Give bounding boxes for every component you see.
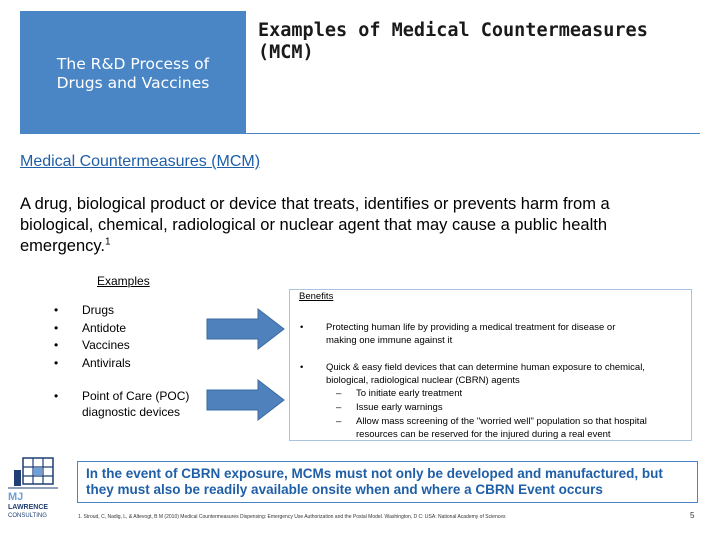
title-divider xyxy=(20,133,700,134)
definition-text: A drug, biological product or device that treats, identifies or prevents harm from a biological, chemical, radiological or nuclear agent that may cause a public health emergency. xyxy=(20,195,610,255)
logo-line2: LAWRENCE xyxy=(8,504,49,511)
cbrn-callout xyxy=(77,461,698,503)
mcm-heading: Medical Countermeasures (MCM) xyxy=(20,153,261,170)
bullet: • xyxy=(54,355,59,370)
title-panel xyxy=(20,11,246,133)
example-antivirals: Antivirals xyxy=(82,355,131,370)
dash: – xyxy=(336,388,342,399)
benefit-protect-life: Protecting human life by providing a medical treatment for disease or making one immune against it xyxy=(326,322,616,346)
benefits-panel xyxy=(289,289,692,441)
logo-line3: CONSULTING xyxy=(8,513,47,519)
benefit-field-devices: Quick & easy field devices that can determine human exposure to chemical, biological, radiological nuclear (CBRN) agents xyxy=(326,362,645,386)
example-poc-devices: Point of Care (POC) diagnostic devices xyxy=(82,389,190,419)
bullet: • xyxy=(54,320,59,335)
mcm-definition xyxy=(20,194,680,257)
footnote-citation: 1. Stroud, C, Nadig, L, & Altevogt, B M (2010) Medical Countermeasures Dispensing: Emergency Use Authorization and the Postal Model. Washington, D C: USA: National Academy of Sciences xyxy=(78,514,506,520)
sub-benefit-warnings: Issue early warnings xyxy=(356,402,443,413)
company-logo xyxy=(6,456,66,522)
benefits-heading: Benefits xyxy=(299,291,334,302)
page-number: 5 xyxy=(690,511,695,520)
example-drugs: Drugs xyxy=(82,303,115,317)
slide-title: Examples of Medical Countermeasures (MCM) xyxy=(258,20,648,63)
footnote-reference: 1 xyxy=(104,236,111,248)
callout-text: In the event of CBRN exposure, MCMs must not only be developed and manufactured, but they must also be readily available onsite when and where a CBRN Event occurs xyxy=(86,466,663,497)
bullet: • xyxy=(54,389,59,403)
bullet: • xyxy=(300,322,304,333)
example-vaccines: Vaccines xyxy=(82,338,130,352)
sub-benefit-screening: Allow mass screening of the "worried well" population so that hospital resources can be reserved for the injured during a real event xyxy=(356,416,647,440)
dash: – xyxy=(336,416,342,427)
logo-line1: MJ xyxy=(8,491,24,503)
right-arrow-icon xyxy=(206,378,286,422)
example-antidote: Antidote xyxy=(82,320,127,335)
bullet: • xyxy=(300,362,304,373)
bullet: • xyxy=(54,338,59,352)
right-arrow-icon xyxy=(206,307,286,351)
bullet: • xyxy=(54,303,59,317)
sub-benefit-treatment: To initiate early treatment xyxy=(356,388,463,399)
dash: – xyxy=(336,402,342,413)
examples-heading: Examples xyxy=(97,274,150,288)
section-title: The R&D Process of Drugs and Vaccines xyxy=(56,55,210,92)
